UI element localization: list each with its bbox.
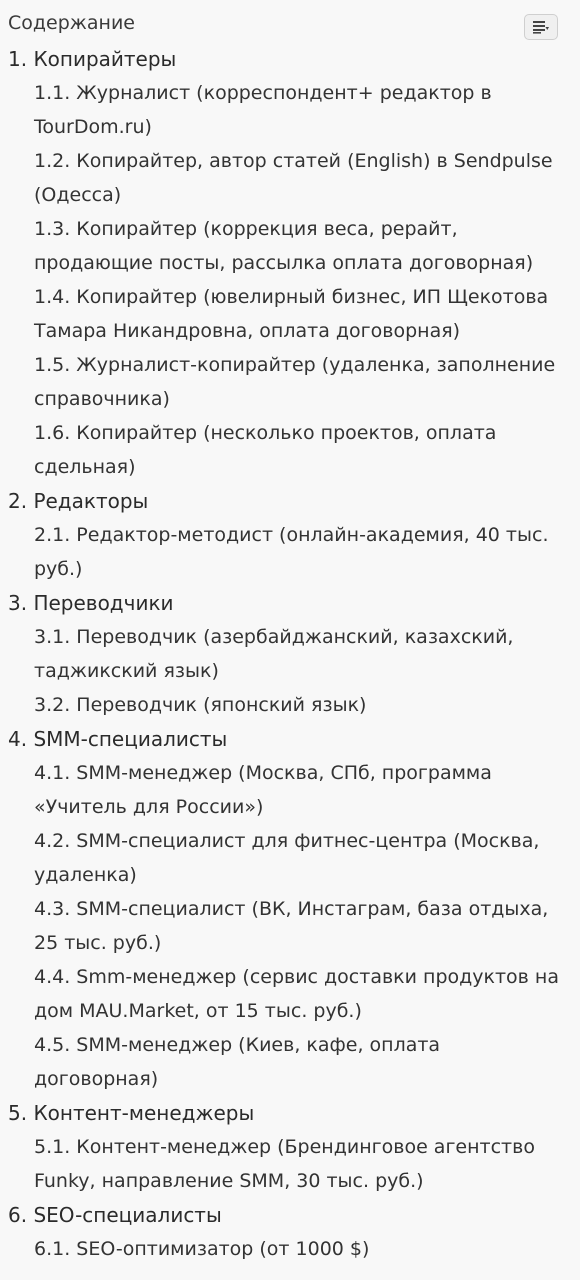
toc-subitem-link[interactable]: 3.2. Переводчик (японский язык): [34, 694, 367, 716]
toc-section-link[interactable]: 4. SMM-специалисты: [8, 727, 228, 751]
toc-section-link[interactable]: 3. Переводчики: [8, 591, 174, 615]
toc-subitem: [34, 892, 570, 960]
toc-subitem-link[interactable]: 1.6. Копирайтер (несколько проектов, оплата сдельная): [34, 422, 497, 478]
toc-subitem: [34, 416, 570, 484]
toc-subitem: [34, 688, 570, 722]
toc-subitem: [34, 756, 570, 824]
toc-section-link[interactable]: 5. Контент-менеджеры: [8, 1101, 255, 1125]
toc-subitem: [34, 620, 570, 688]
toc-subitem: [34, 518, 570, 586]
toc-subitem-link[interactable]: 2.1. Редактор-методист (онлайн-академия, 40 тыс. руб.): [34, 524, 549, 580]
toc-subitem: [34, 280, 570, 348]
toc-toggle-button[interactable]: [524, 14, 558, 40]
toc-subitem-link[interactable]: 4.4. Smm-менеджер (сервис доставки продуктов на дом MAU.Market, от 15 тыс. руб.): [34, 966, 559, 1022]
toc-subitem-link[interactable]: 6.1. SEO-оптимизатор (от 1000 $): [34, 1238, 370, 1260]
toc-list: [8, 42, 570, 1266]
toc-section-link[interactable]: 6. SEO-специалисты: [8, 1203, 222, 1227]
toc-subitem: [34, 348, 570, 416]
toc-section-link[interactable]: 1. Копирайтеры: [8, 47, 177, 71]
toc-section-link[interactable]: 2. Редакторы: [8, 489, 149, 513]
toc-subitem: [34, 960, 570, 1028]
toc-subitem: [34, 144, 570, 212]
toc-sublist: [8, 1130, 570, 1198]
toc-subitem-link[interactable]: 1.2. Копирайтер, автор статей (English) в Sendpulse (Одесса): [34, 150, 553, 206]
toc-subitem: [34, 212, 570, 280]
toc-subitem-link[interactable]: 5.1. Контент-менеджер (Брендинговое агентство Funky, направление SMM, 30 тыс. руб.): [34, 1136, 535, 1192]
toc-subitem: [34, 76, 570, 144]
toc-section: [8, 1198, 570, 1266]
toc-subitem-link[interactable]: 1.3. Копирайтер (коррекция веса, рерайт, продающие посты, рассылка оплата договорная): [34, 218, 534, 274]
toc-section: [8, 586, 570, 722]
toc-sublist: [8, 756, 570, 1096]
toc-header: [8, 8, 570, 42]
toc-subitem-link[interactable]: 1.1. Журналист (корреспондент+ редактор в TourDom.ru): [34, 82, 492, 138]
toc-subitem-link[interactable]: 1.5. Журналист-копирайтер (удаленка, заполнение справочника): [34, 354, 556, 410]
toc-subitem-link[interactable]: 3.1. Переводчик (азербайджанский, казахский, таджикский язык): [34, 626, 514, 682]
toc-sublist: [8, 76, 570, 484]
toc-subitem-link[interactable]: 4.3. SMM-специалист (ВК, Инстаграм, база отдыха, 25 тыс. руб.): [34, 898, 549, 954]
toc-subitem: [34, 1232, 570, 1266]
toc-sublist: [8, 1232, 570, 1266]
toc-subitem: [34, 824, 570, 892]
list-toggle-icon: [532, 20, 550, 34]
toc-sublist: [8, 620, 570, 722]
toc-sublist: [8, 518, 570, 586]
toc-subitem-link[interactable]: 4.1. SMM-менеджер (Москва, СПб, программа «Учитель для России»): [34, 762, 492, 818]
toc-subitem: [34, 1028, 570, 1096]
toc-section: [8, 484, 570, 586]
toc-section: [8, 42, 570, 484]
toc-subitem: [34, 1130, 570, 1198]
toc-subitem-link[interactable]: 1.4. Копирайтер (ювелирный бизнес, ИП Щекотова Тамара Никандровна, оплата договорная): [34, 286, 549, 342]
toc-subitem-link[interactable]: 4.5. SMM-менеджер (Киев, кафе, оплата договорная): [34, 1034, 441, 1090]
toc-title: Содержание: [8, 12, 135, 34]
toc-section: [8, 1096, 570, 1198]
toc-subitem-link[interactable]: 4.2. SMM-специалист для фитнес-центра (Москва, удаленка): [34, 830, 540, 886]
toc-section: [8, 722, 570, 1096]
